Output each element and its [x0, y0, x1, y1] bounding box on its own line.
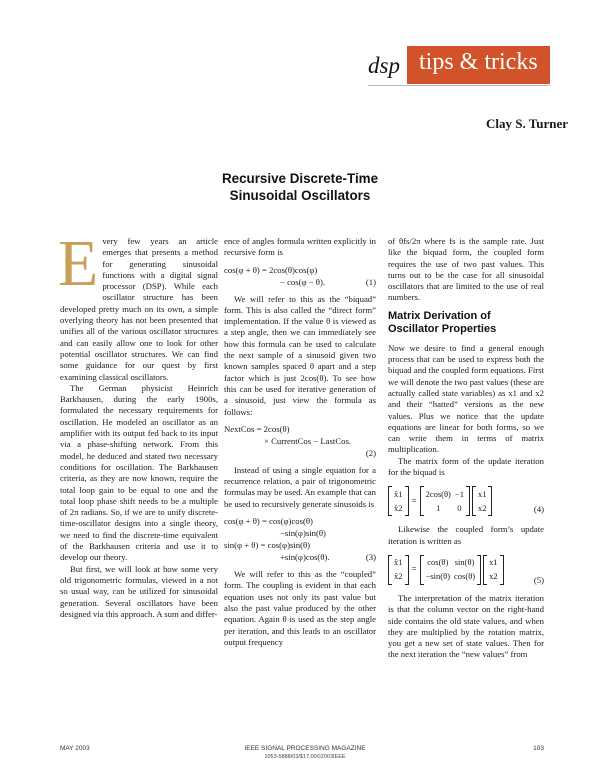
paragraph: Instead of using a single equation for a recurrence relation, a pair of trigonometric formulas may be used. An example that can be used to recursively generate sinusoids is [224, 464, 376, 509]
equation-line: +sin(φ)cos(θ). [280, 552, 330, 563]
paragraph: Now we desire to find a general enough process that can be used to express both the biquad and the coupled form equations. First we will denote the two past values (these are actually called state variables) as x1 and x2 and their “hatted” versions as the new values. Plus we notice that the update equations are linear for both forms, so we can write them in terms of matrix multiplication. [388, 342, 544, 455]
intro-paragraph [58, 227, 218, 383]
paragraph: The German physicist Heinrich Barkhausen, during the early 1900s, formulated the necessary requirements for oscillation. He modeled an oscillator as an amplifier with its output fed back to its input via a phase-shifting network. From this model, he deduced and stated two necessary conditions for oscillation. The Barkhausen criteria, as they are now known, require the total loop gain to be equal to one and the total loop phase shift needs to be a multiple of 2π radians. So, if we are to unify discrete-time-oscillator designs into a single theory, we need to find the discrete-time equivalent of the Barkhausen criteria and use it to develop our theory. [60, 382, 218, 563]
header-rule [368, 85, 550, 86]
drop-cap: E [58, 227, 99, 300]
title-line-2: Sinusoidal Oscillators [229, 188, 371, 203]
equation-line: − cos(φ − θ). [280, 276, 326, 287]
paragraph: of θfs/2π where fs is the sample rate. Just like the biquad form, the coupled form requires the use of two past values. This turns out to be the case for all sinusoidal oscillators that are limited to the use of real numbers. [388, 236, 544, 303]
section-heading-line: Matrix Derivation of [388, 309, 491, 322]
section-prefix: dsp [368, 53, 400, 78]
title-line-1: Recursive Discrete-Time [221, 171, 379, 186]
equation-number: (1) [365, 276, 376, 287]
equation-number: (4) [533, 504, 544, 515]
column-1 [58, 227, 218, 620]
column-3 [388, 236, 544, 661]
equation-number: (5) [533, 574, 544, 585]
equation-line: cos(φ + θ) = 2cos(θ)cos(φ) [224, 264, 318, 275]
page-number: 103 [533, 745, 544, 752]
paragraph: We will refer to this as the “coupled” form. The coupling is evident in that each equation uses not only its past value but also the past value produced by the other equation. Again θ is used as the step angle per iteration, and this leads to an oscillator output frequency [224, 569, 376, 647]
equation-1 [224, 264, 376, 288]
paragraph: ence of angles formula written explicitly in recursive form is [224, 236, 376, 258]
paragraph: very few years an article emerges that presents a method for generating sinusoidal functions with a digital signal processor (DSP). While each oscillator structure has been developed pretty much on its own, a simple overlying theory has not been presented that unifies all of the various oscillator structures and can easily allow one to look for other potential oscillator structures. We can find some guidance for our quest by first examining classical oscillators. [60, 236, 218, 382]
equation-number: (2) [365, 447, 376, 458]
section-heading [388, 310, 544, 337]
equation-number: (3) [365, 552, 376, 563]
equation-line: sin(φ + θ) = cos(φ)sin(θ) [224, 540, 311, 551]
equation-line: cos(φ + θ) = cos(φ)cos(θ) [224, 516, 313, 527]
paragraph: But first, we will look at how some very old trigonometric formulas, viewed in a not so usual way, can be utilized for sinusoidal generation. Several oscillators have been designed via this approach. A sum and differ- [60, 563, 218, 619]
column-2 [224, 236, 376, 648]
article-title [200, 170, 400, 204]
paragraph: We will refer to this as the “biquad” form. This is also called the “direct form” implementation. If the value θ is viewed as a step angle, then we can immediately see how this formula can be used to calculate the next sample of a sinusoid given two known samples spaced θ apart and a step factor which is just 2cos(θ). To see how this can be used for iterative generation of a sinusoid, just view the formula as follows: [224, 293, 376, 417]
matrix-equation-4: x̂1 x̂2 = 2cos(θ) 1 −1 0 x1 x2 (4) [388, 484, 544, 518]
paragraph: The interpretation of the matrix iteration is that the column vector on the right-hand side contains the old state values, and when they are multiplied by the rotation matrix, you get a new set of state values. Then for the next iteration the “new values” from [388, 592, 544, 660]
footer-code: 1053-5888/03/$17.00©2003IEEE [264, 754, 346, 760]
matrix-equation-5: x̂1 x̂2 = cos(θ) −sin(θ) sin(θ) cos(θ) x1 x2 (5) [388, 553, 544, 587]
footer-date: MAY 2003 [60, 745, 90, 752]
section-name: tips & tricks [419, 49, 538, 75]
author-name: Clay S. Turner [486, 116, 568, 131]
paragraph: The matrix form of the update iteration for the biquad is [388, 455, 544, 478]
equation-line: −sin(φ)sin(θ) [280, 528, 326, 539]
paragraph: Likewise the coupled form’s update iteration is written as [388, 524, 544, 546]
section-heading-line: Oscillator Properties [388, 323, 497, 336]
equation-3 [224, 515, 376, 563]
equation-line: × CurrentCos − LastCos. [264, 435, 352, 446]
footer-publication: IEEE SIGNAL PROCESSING MAGAZINE [244, 745, 366, 752]
equation-line: NextCos = 2cos(θ) [224, 423, 290, 434]
equation-2 [224, 423, 376, 459]
